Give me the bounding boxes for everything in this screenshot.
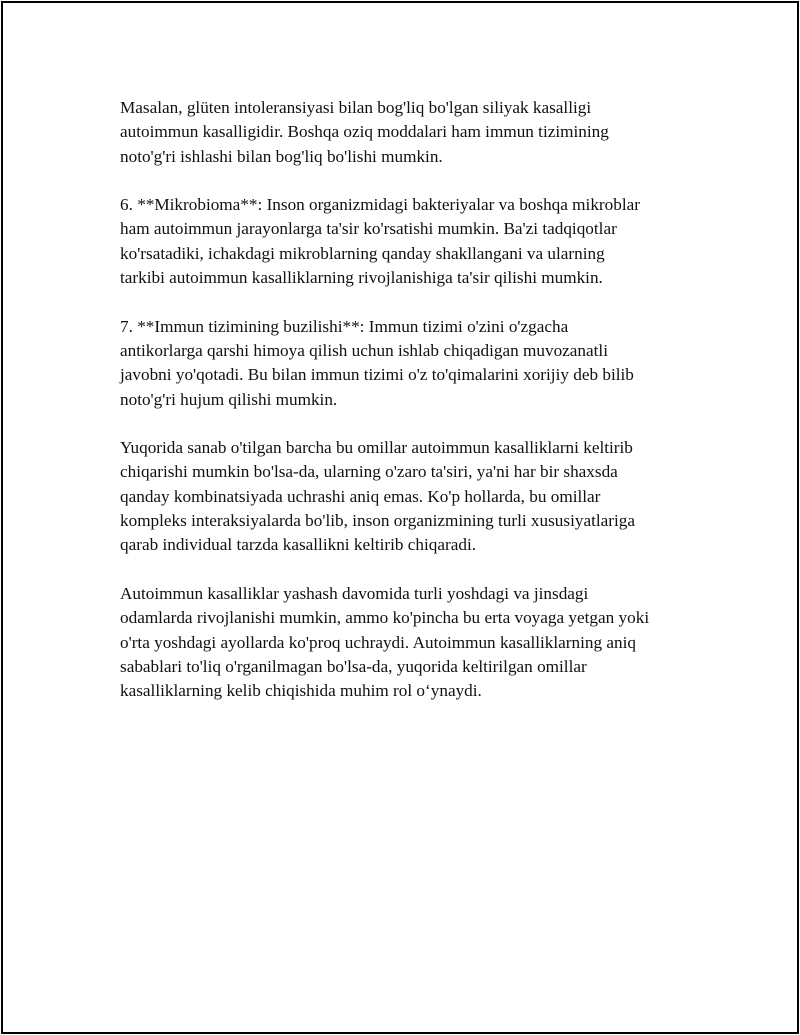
paragraph-xulosa: [120, 582, 720, 703]
text-line: javobni yo'qotadi. Bu bilan immun tizimi o'z to'qimalarini xorijiy deb bilib: [120, 365, 634, 385]
text-line: kasalliklarning kelib chiqishida muhim rol o‘ynaydi.: [120, 681, 482, 701]
paragraph-mikrobioma: [120, 193, 720, 290]
text-line: Autoimmun kasalliklar yashash davomida turli yoshdagi va jinsdagi: [120, 583, 589, 603]
text-line: antikorlarga qarshi himoya qilish uchun ishlab chiqadigan muvozanatli: [120, 340, 608, 360]
text-line: autoimmun kasalligidir. Boshqa oziq moddalari ham immun tizimining: [120, 122, 609, 142]
text-line: tarkibi autoimmun kasalliklarning rivojlanishiga ta'sir qilishi mumkin.: [120, 268, 603, 288]
text-line: qanday kombinatsiyada uchrashi aniq emas. Ko'p hollarda, bu omillar: [120, 486, 601, 506]
text-line: noto'g'ri ishlashi bilan bog'liq bo'lishi mumkin.: [120, 146, 443, 166]
text-line: 7. **Immun tizimining buzilishi**: Immun tizimi o'zini o'zgacha: [120, 316, 569, 336]
paragraph-gluten: [120, 96, 720, 169]
document-body: [120, 96, 720, 728]
text-line: kompleks interaksiyalarda bo'lib, inson organizmining turli xususiyatlariga: [120, 511, 635, 531]
text-line: Masalan, glüten intoleransiyasi bilan bog'liq bo'lgan siliyak kasalligi: [120, 98, 592, 117]
text-line: Yuqorida sanab o'tilgan barcha bu omillar autoimmun kasalliklarni keltirib: [120, 438, 633, 458]
text-line: noto'g'ri hujum qilishi mumkin.: [120, 389, 338, 409]
text-line: o'rta yoshdagi ayollarda ko'proq uchraydi. Autoimmun kasalliklarning aniq: [120, 632, 636, 652]
text-line: qarab individual tarzda kasallikni keltirib chiqaradi.: [120, 535, 477, 555]
text-line: chiqarishi mumkin bo'lsa-da, ularning o'zaro ta'siri, ya'ni har bir shaxsda: [120, 462, 618, 482]
text-line: 6. **Mikrobioma**: Inson organizmidagi bakteriyalar va boshqa mikroblar: [120, 195, 640, 215]
page-frame: [1, 1, 799, 1034]
text-line: ham autoimmun jarayonlarga ta'sir ko'rsatishi mumkin. Ba'zi tadqiqotlar: [120, 219, 617, 239]
text-line: ko'rsatadiki, ichakdagi mikroblarning qanday shakllangani va ularning: [120, 243, 605, 263]
paragraph-omillar: [120, 436, 720, 557]
text-line: sabablari to'liq o'rganilmagan bo'lsa-da, yuqorida keltirilgan omillar: [120, 656, 587, 676]
paragraph-immun-buzilishi: [120, 315, 720, 412]
text-line: odamlarda rivojlanishi mumkin, ammo ko'pincha bu erta voyaga yetgan yoki: [120, 608, 650, 628]
